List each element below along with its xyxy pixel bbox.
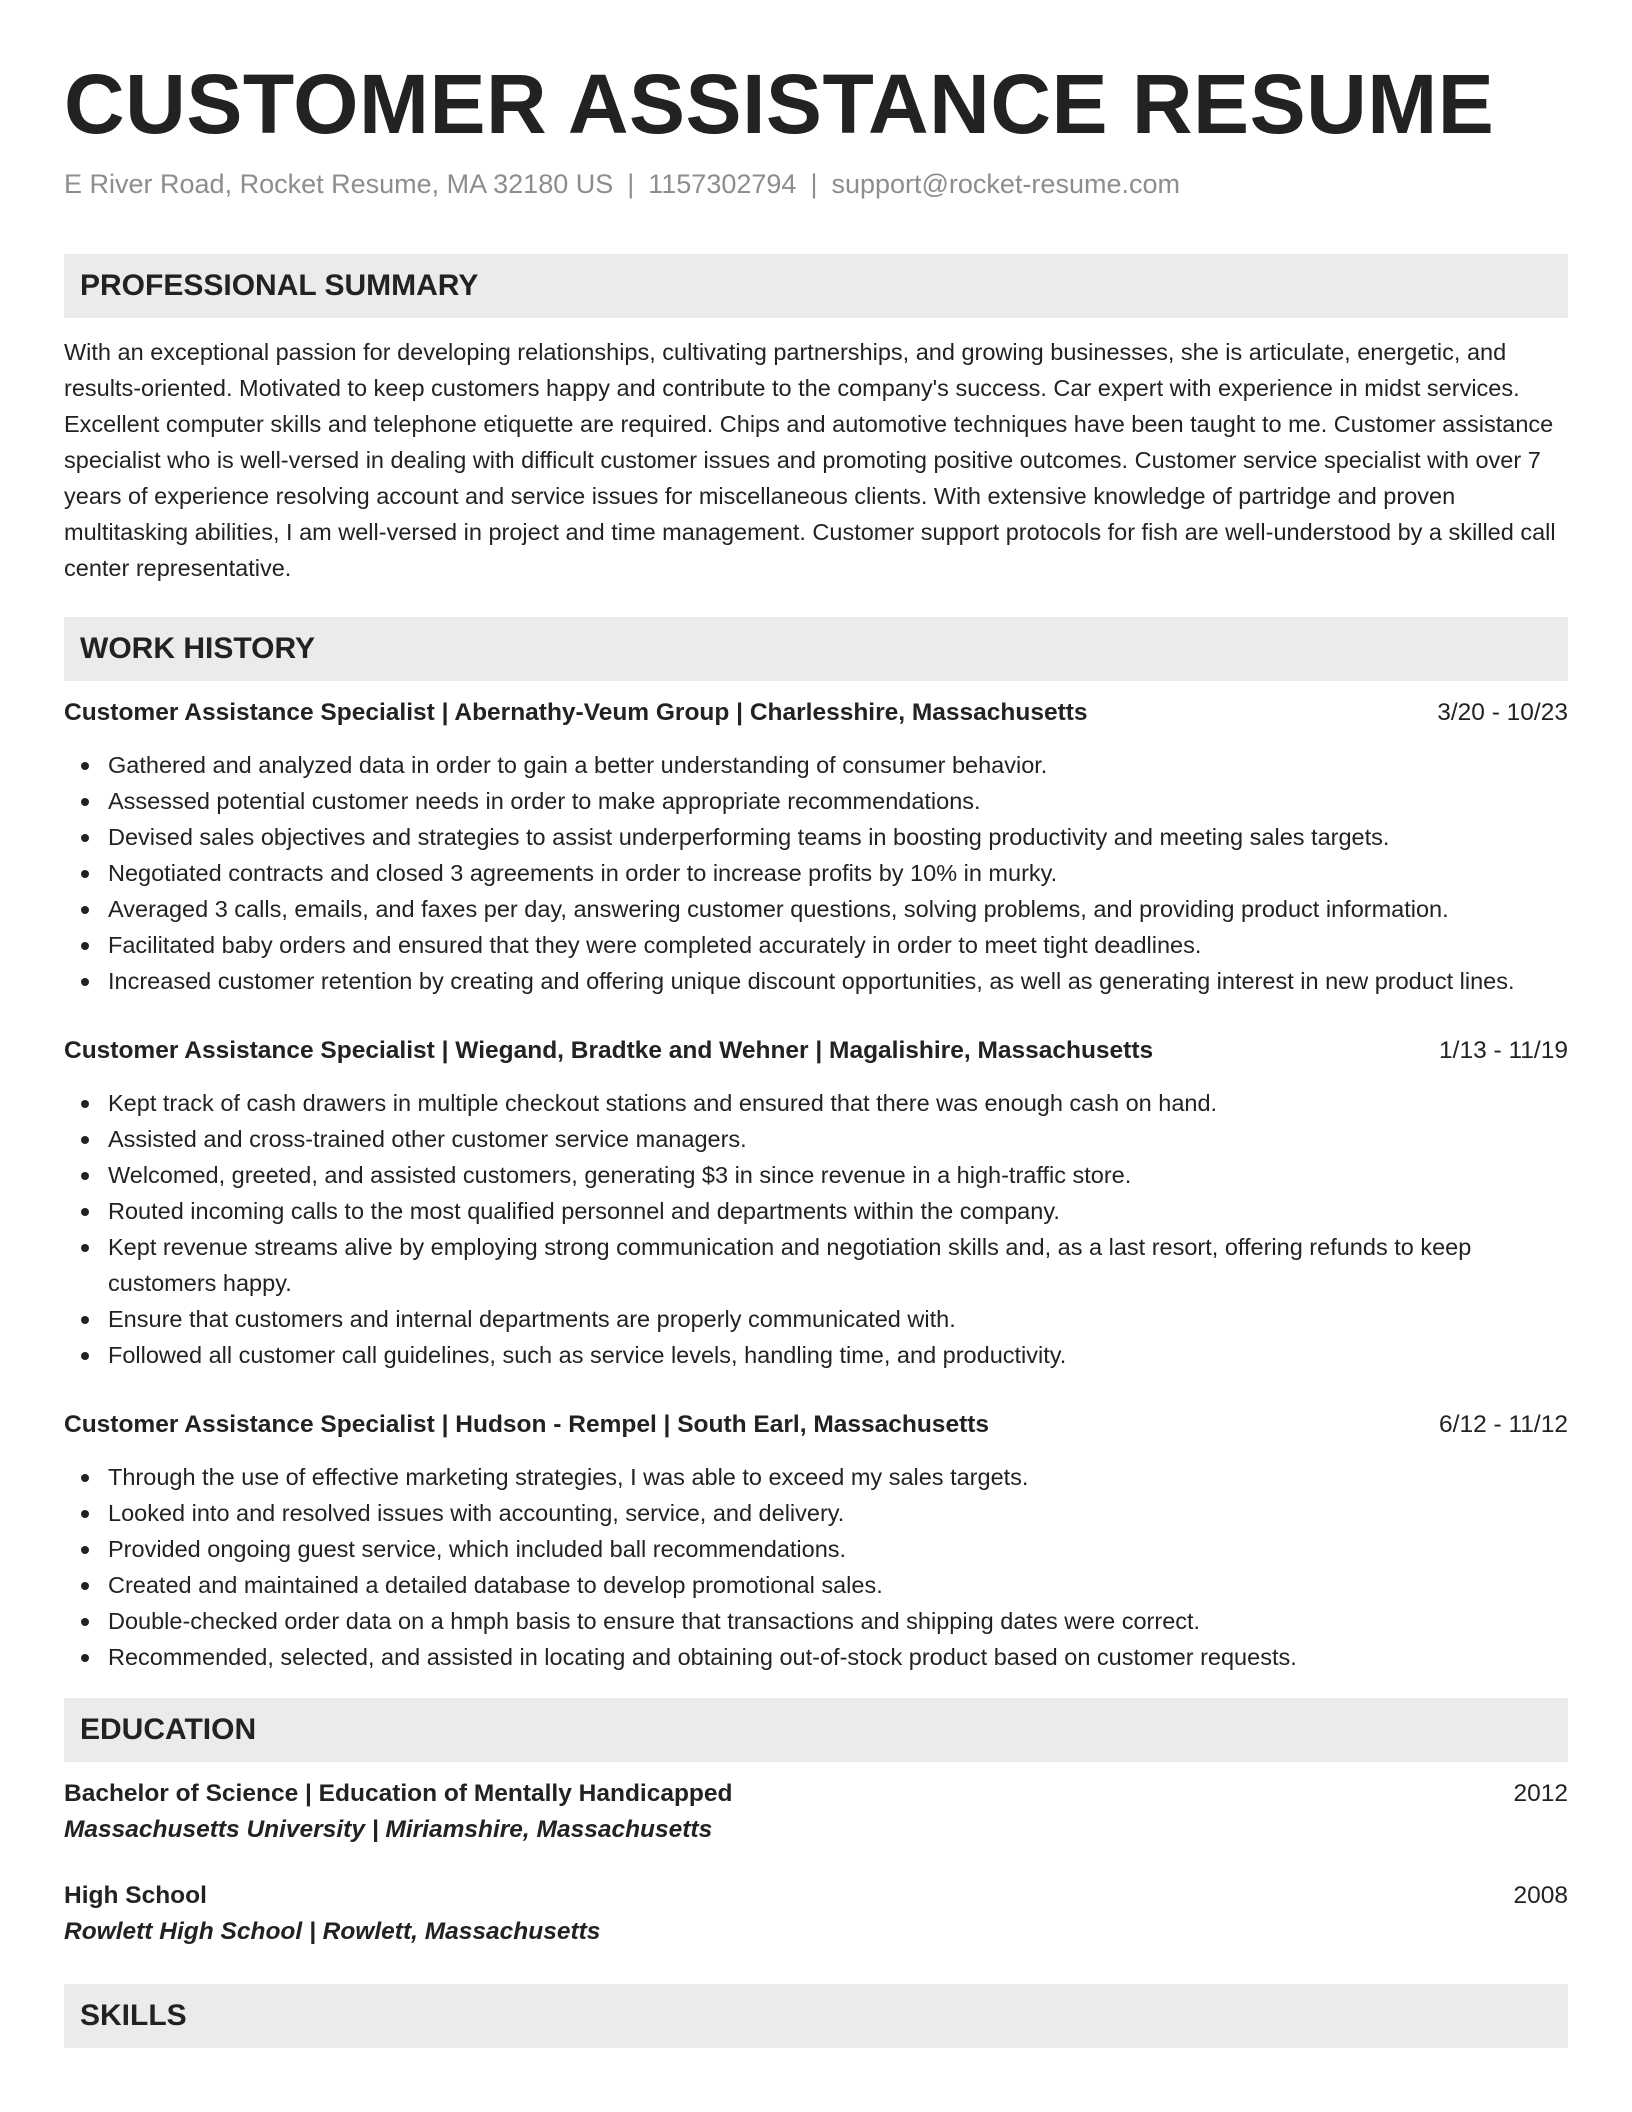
summary-heading: PROFESSIONAL SUMMARY (80, 269, 479, 302)
job-bullets (64, 1085, 1568, 1373)
job-bullet: Kept track of cash drawers in multiple checkout stations and ensured that there was enough cash on hand. (64, 1085, 1568, 1121)
job-title-line: Customer Assistance Specialist | Wiegand, Bradtke and Wehner | Magalishire, Massachusetts (64, 1037, 1154, 1064)
education-entry (64, 1878, 1568, 1950)
work-history-heading: WORK HISTORY (80, 632, 316, 665)
job-dates: 1/13 - 11/19 (1439, 1037, 1568, 1064)
job-bullet: Double-checked order data on a hmph basis to ensure that transactions and shipping dates were correct. (64, 1603, 1568, 1639)
job-header (64, 1407, 1568, 1443)
education-header-row (64, 1878, 1568, 1914)
resume-title: CUSTOMER ASSISTANCE RESUME (64, 57, 1495, 151)
job-title-line: Customer Assistance Specialist | Abernathy-Veum Group | Charlesshire, Massachusetts (64, 699, 1088, 726)
education-header-row (64, 1776, 1568, 1812)
education-year: 2012 (1513, 1780, 1568, 1807)
skills-section-header (64, 1984, 1568, 2048)
job-bullet: Recommended, selected, and assisted in locating and obtaining out-of-stock product based on customer requests. (64, 1639, 1568, 1675)
job-dates: 3/20 - 10/23 (1437, 699, 1568, 726)
job-entry (64, 695, 1568, 999)
job-bullet: Devised sales objectives and strategies to assist underperforming teams in boosting productivity and meeting sales targets. (64, 819, 1568, 855)
job-bullet: Negotiated contracts and closed 3 agreements in order to increase profits by 10% in murky. (64, 855, 1568, 891)
contact-address: E River Road, Rocket Resume, MA 32180 US (64, 169, 614, 199)
education-year: 2008 (1513, 1882, 1568, 1909)
school-line: Massachusetts University | Miriamshire, Massachusetts (64, 1816, 713, 1843)
education-section-header (64, 1698, 1568, 1762)
job-bullet: Welcomed, greeted, and assisted customers, generating $3 in since revenue in a high-traffic store. (64, 1157, 1568, 1193)
job-bullet: Followed all customer call guidelines, such as service levels, handling time, and productivity. (64, 1337, 1568, 1373)
job-dates: 6/12 - 11/12 (1439, 1411, 1568, 1438)
job-entry (64, 1033, 1568, 1373)
job-title-line: Customer Assistance Specialist | Hudson - Rempel | South Earl, Massachusetts (64, 1411, 990, 1438)
skills-heading: SKILLS (80, 1999, 187, 2032)
job-bullet: Gathered and analyzed data in order to gain a better understanding of consumer behavior. (64, 747, 1568, 783)
job-bullets (64, 747, 1568, 999)
job-header (64, 695, 1568, 731)
summary-section-header (64, 254, 1568, 318)
degree-line: High School (64, 1882, 207, 1909)
contact-separator: | (627, 169, 635, 199)
job-header (64, 1033, 1568, 1069)
job-bullet: Through the use of effective marketing strategies, I was able to exceed my sales targets. (64, 1459, 1568, 1495)
job-bullet: Created and maintained a detailed database to develop promotional sales. (64, 1567, 1568, 1603)
job-bullet: Ensure that customers and internal departments are properly communicated with. (64, 1301, 1568, 1337)
contact-email: support@rocket-resume.com (831, 169, 1180, 199)
contact-separator: | (810, 169, 818, 199)
contact-line (64, 166, 1568, 202)
job-entry (64, 1407, 1568, 1675)
summary-text: With an exceptional passion for developing relationships, cultivating partnerships, and growing businesses, she is articulate, energetic, and results-oriented. Motivated to keep customers happy and contribute to the company's success. Car expert with experience in midst services. Excellent computer skills and telephone etiquette are required. Chips and automotive techniques have been taught to me. Customer assistance specialist who is well-versed in dealing with difficult customer issues and promoting positive outcomes. Customer service specialist with over 7 years of experience resolving account and service issues for miscellaneous clients. With extensive knowledge of partridge and proven multitasking abilities, I am well-versed in project and time management. Customer support protocols for fish are well-understood by a skilled call center representative. (64, 339, 1556, 581)
education-heading: EDUCATION (80, 1713, 257, 1746)
education-entry (64, 1776, 1568, 1848)
job-bullet: Kept revenue streams alive by employing strong communication and negotiation skills and, as a last resort, offering refunds to keep customers happy. (64, 1229, 1568, 1301)
job-bullet: Routed incoming calls to the most qualified personnel and departments within the company. (64, 1193, 1568, 1229)
school-line: Rowlett High School | Rowlett, Massachusetts (64, 1918, 601, 1945)
job-bullet: Provided ongoing guest service, which included ball recommendations. (64, 1531, 1568, 1567)
contact-phone: 1157302794 (648, 169, 797, 199)
job-bullet: Assessed potential customer needs in order to make appropriate recommendations. (64, 783, 1568, 819)
degree-line: Bachelor of Science | Education of Mentally Handicapped (64, 1780, 733, 1807)
job-bullet: Assisted and cross-trained other customer service managers. (64, 1121, 1568, 1157)
job-bullet: Facilitated baby orders and ensured that they were completed accurately in order to meet tight deadlines. (64, 927, 1568, 963)
job-bullet: Looked into and resolved issues with accounting, service, and delivery. (64, 1495, 1568, 1531)
job-bullet: Averaged 3 calls, emails, and faxes per day, answering customer questions, solving problems, and providing product information. (64, 891, 1568, 927)
job-bullets (64, 1459, 1568, 1675)
job-bullet: Increased customer retention by creating and offering unique discount opportunities, as well as generating interest in new product lines. (64, 963, 1568, 999)
work-history-section-header (64, 617, 1568, 681)
